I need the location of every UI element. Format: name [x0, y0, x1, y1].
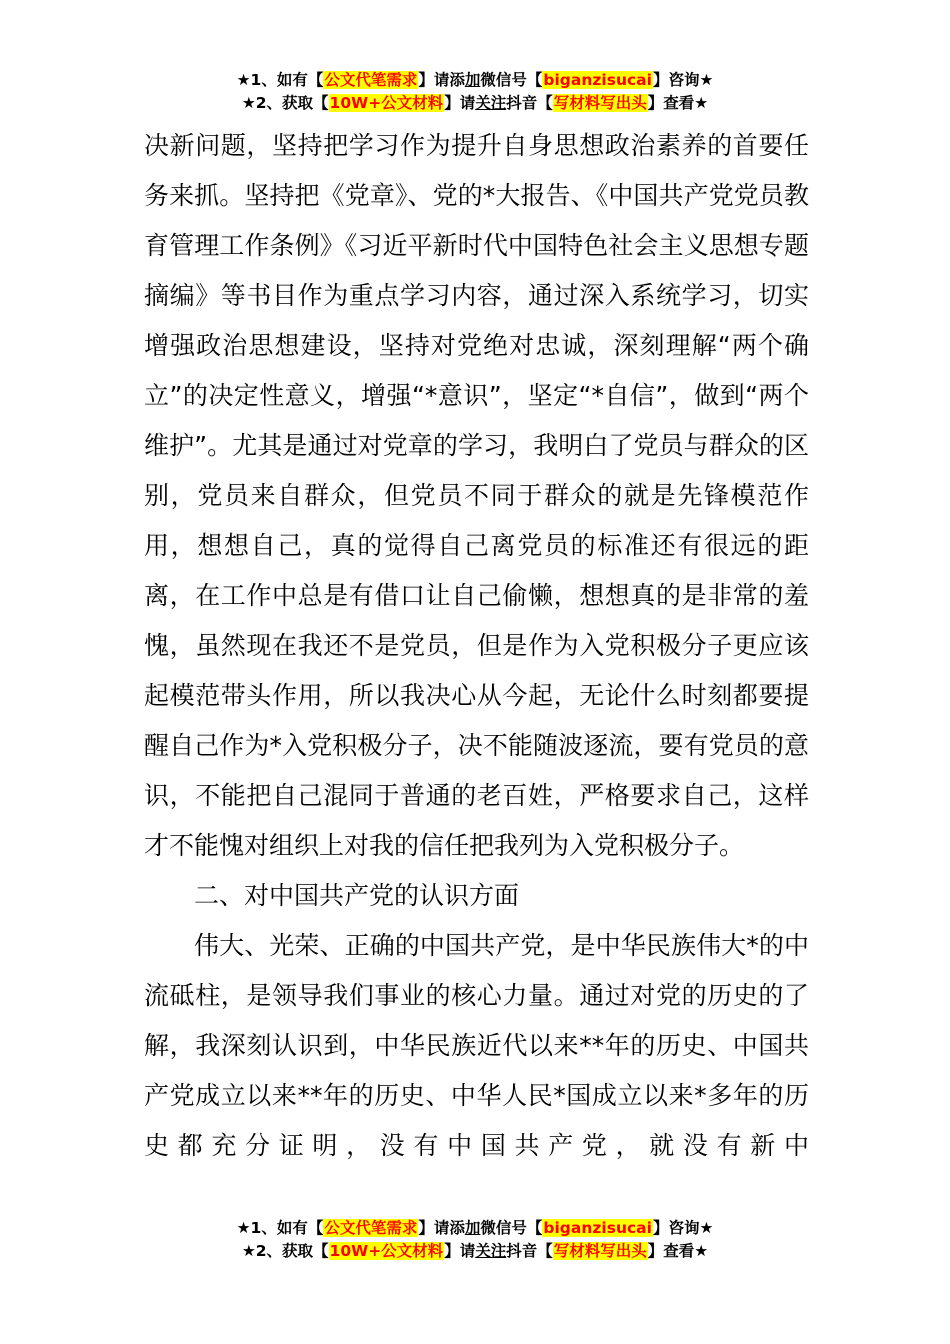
banner-text: 】请 — [444, 1242, 476, 1260]
banner-text: 】咨询★ — [652, 71, 714, 89]
banner-underline: 关注 — [475, 1242, 507, 1260]
banner-text: 微信号【 — [480, 1219, 543, 1237]
banner-highlight: 公文代笔需求 — [324, 71, 418, 89]
banner-text: ★2、获取【 — [241, 1242, 329, 1260]
banner-text: 】查看★ — [647, 1242, 709, 1260]
banner-text: 】咨询★ — [652, 1219, 714, 1237]
footer-banner — [0, 1217, 950, 1263]
banner-underline: 关注 — [475, 94, 507, 112]
header-banner-line-2 — [0, 92, 950, 115]
banner-text: ★1、如有【 — [236, 1219, 324, 1237]
header-banner — [0, 69, 950, 115]
paragraph-2: 伟大、光荣、正确的中国共产党，是中华民族伟大*的中流砥柱，是领导我们事业的核心力量。通过对党的历史的了解，我深刻认识到，中华民族近代以来**年的历史、中国共产党成立以来**年的历史、中华人民*国成立以来*多年的历史都充分证明，没有中国共产党，就没有新中 — [144, 931, 809, 1160]
banner-text: 抖音【 — [506, 1242, 553, 1260]
banner-text: 】请添 — [418, 71, 465, 89]
document-body — [144, 121, 809, 1171]
header-banner-line-1 — [0, 69, 950, 92]
footer-banner-line-1 — [0, 1217, 950, 1240]
banner-text: 】请 — [444, 94, 476, 112]
banner-underline: 加 — [464, 71, 481, 89]
banner-text: 抖音【 — [506, 94, 553, 112]
banner-douyin-id: 写材料写出头 — [553, 94, 647, 112]
banner-text: 微信号【 — [480, 71, 543, 89]
banner-text: ★1、如有【 — [236, 71, 324, 89]
banner-text: 】请添 — [418, 1219, 465, 1237]
banner-highlight: 10W+公文材料 — [329, 94, 444, 112]
banner-underline: 加 — [464, 1219, 481, 1237]
banner-wechat-id: biganzisucai — [543, 1219, 652, 1237]
footer-banner-line-2 — [0, 1240, 950, 1263]
paragraph-1: 决新问题，坚持把学习作为提升自身思想政治素养的首要任务来抓。坚持把《党章》、党的*大报告、《中国共产党党员教育管理工作条例》《习近平新时代中国特色社会主义思想专题摘编》等书目作为重点学习内容，通过深入系统学习，切实增强政治思想建设，坚持对党绝对忠诚，深刻理解“两个确立”的决定性意义，增强“*意识”，坚定“*自信”，做到“两个维护”。尤其是通过对党章的学习，我明白了党员与群众的区别，党员来自群众，但党员不同于群众的就是先锋模范作用，想想自己，真的觉得自己离党员的标准还有很远的距离，在工作中总是有借口让自己偷懒，想想真的是非常的羞愧，虽然现在我还不是党员，但是作为入党积极分子更应该起模范带头作用，所以我决心从今起，无论什么时刻都要提醒自己作为*入党积极分子，决不能随波逐流，要有党员的意识，不能把自己混同于普通的老百姓，严格要求自己，这样才不能愧对组织上对我的信任把我列为入党积极分子。 — [144, 131, 809, 860]
banner-douyin-id: 写材料写出头 — [553, 1242, 647, 1260]
banner-wechat-id: biganzisucai — [543, 71, 652, 89]
section-heading: 二、对中国共产党的认识方面 — [194, 881, 520, 910]
banner-highlight: 10W+公文材料 — [329, 1242, 444, 1260]
banner-text: ★2、获取【 — [241, 94, 329, 112]
banner-highlight: 公文代笔需求 — [324, 1219, 418, 1237]
banner-text: 】查看★ — [647, 94, 709, 112]
